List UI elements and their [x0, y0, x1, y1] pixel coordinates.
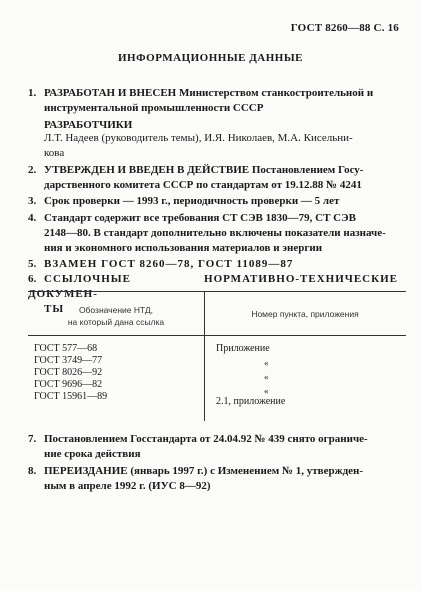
item-heading: УТВЕРЖДЕН И ВВЕДЕН В ДЕЙСТВИЕ [44, 164, 250, 176]
item-number: 8. [28, 465, 37, 477]
item-5 [28, 257, 398, 272]
table-cell-ref: « [264, 372, 269, 382]
item-text: ным в апреле 1992 г. (ИУС 8—92) [44, 480, 211, 492]
item-number: 7. [28, 433, 37, 445]
item-2 [28, 163, 398, 193]
item-text: Министерством станкостроительной и [176, 87, 374, 99]
item-number: 1. [28, 87, 37, 99]
item-text: Срок проверки — 1993 г., периодичность проверки — 5 лет [44, 195, 340, 207]
item-number: 5. [28, 258, 37, 270]
table-cell-doc: ГОСТ 3749—77 [34, 355, 103, 366]
item-7 [28, 432, 398, 462]
col-header-line: Обозначение НТД, [78, 305, 154, 315]
developers-line: кова [44, 147, 65, 159]
table-cell-doc: ГОСТ 577—68 [34, 343, 98, 354]
col-header-document [28, 304, 204, 328]
table-cell-doc: ГОСТ 9696—82 [34, 379, 103, 390]
table-cell-doc: ГОСТ 15961—89 [34, 391, 108, 402]
col-header-line: на который дана ссылка [67, 317, 165, 327]
item-text: ние срока действия [44, 448, 141, 460]
item-text: ТЫ [44, 303, 65, 315]
item-text: Постановлением Госу- [249, 164, 364, 176]
item-text: ССЫЛОЧНЫЕ НОРМАТИВНО-ТЕХНИЧЕСКИЕ ДОКУМЕН- [28, 273, 398, 300]
item-1 [28, 86, 398, 116]
table-cell-ref: 2.1, приложение [216, 396, 286, 407]
item-number: 6. [28, 273, 37, 285]
table-cell-ref: Приложение [216, 343, 270, 354]
table-cell-doc: ГОСТ 8026—92 [34, 367, 103, 378]
developers-line: Л.Т. Надеев (руководитель темы), И.Я. Николаев, М.А. Кисельни- [44, 132, 353, 144]
item-number: 4. [28, 212, 37, 224]
table-cell-ref: « [264, 358, 269, 368]
item-text: дарственного комитета СССР по стандартам от 19.12.88 № 4241 [44, 179, 362, 191]
item-text: ния и экономного использования материалов и энергии [44, 242, 323, 254]
references-table [28, 291, 406, 421]
developers-heading: РАЗРАБОТЧИКИ [44, 119, 133, 131]
item-heading: РАЗРАБОТАН И ВНЕСЕН [44, 87, 177, 99]
item-text: Постановлением Госстандарта от 24.04.92 № 439 снято ограниче- [44, 433, 368, 445]
item-4 [28, 211, 398, 256]
table-top-rule [28, 291, 406, 292]
page-header: ГОСТ 8260—88 С. 16 [290, 22, 399, 34]
table-cell-ref: « [264, 386, 269, 396]
item-text: Стандарт содержит все требования СТ СЭВ 1830—79, СТ СЭВ [44, 212, 356, 224]
item-text: 2148—80. В стандарт дополнительно включены показатели назначе- [44, 227, 386, 239]
col-header-reference: Номер пункта, приложения [251, 309, 359, 319]
page-title: ИНФОРМАЦИОННЫЕ ДАННЫЕ [117, 52, 304, 64]
item-number: 3. [28, 195, 37, 207]
item-3 [28, 194, 398, 209]
table-header-rule [28, 335, 406, 336]
item-number: 2. [28, 164, 37, 176]
item-text: ПЕРЕИЗДАНИЕ (январь 1997 г.) с Изменением № 1, утвержден- [44, 465, 364, 477]
item-text: инструментальной промышленности СССР [44, 102, 264, 114]
developers-names [28, 131, 398, 161]
item-8 [28, 464, 398, 494]
item-text: ВЗАМЕН ГОСТ 8260—78, ГОСТ 11089—87 [44, 258, 294, 270]
